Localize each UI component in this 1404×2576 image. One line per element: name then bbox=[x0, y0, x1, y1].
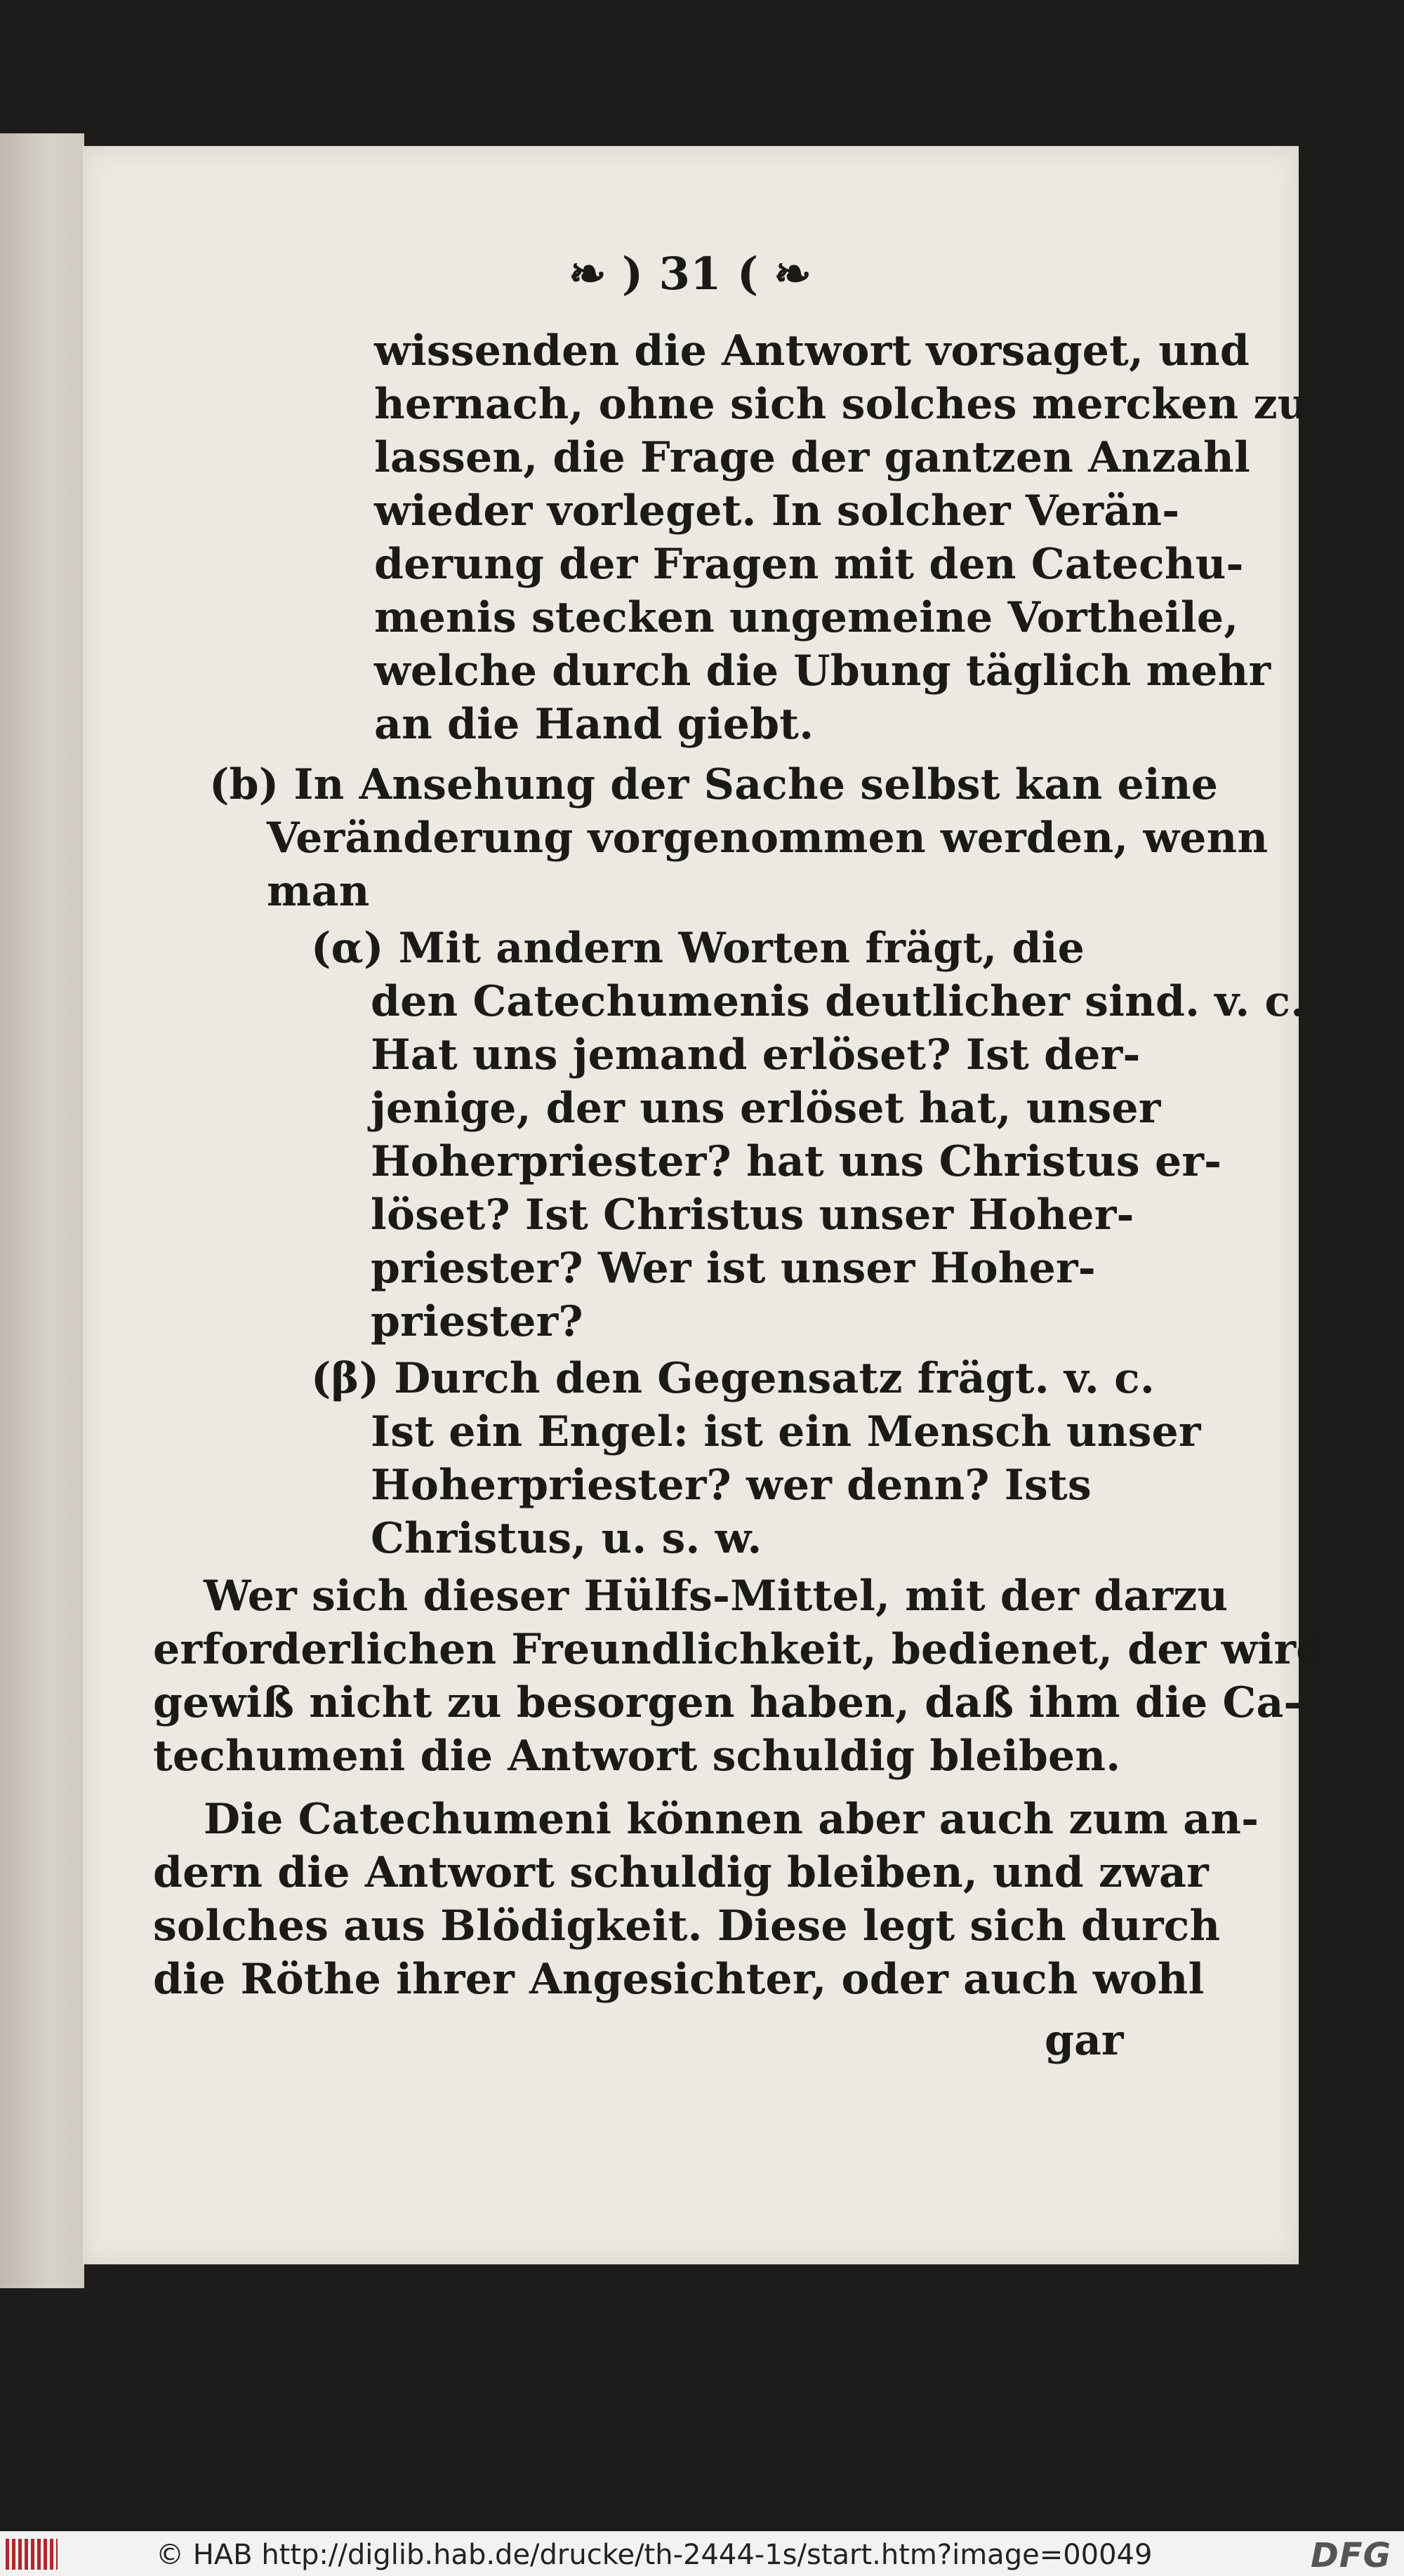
text-line: löset? Ist Christus unser Hoher- bbox=[371, 1190, 1134, 1240]
text-line: welche durch die Ubung täglich mehr bbox=[374, 646, 1271, 696]
text-line: an die Hand giebt. bbox=[374, 700, 814, 749]
text-line: priester? Wer ist unser Hoher- bbox=[371, 1244, 1096, 1293]
text-line: wissenden die Antwort vorsaget, und bbox=[374, 326, 1250, 376]
text-line: Die Catechumeni können aber auch zum an- bbox=[204, 1795, 1259, 1844]
text-line: lassen, die Frage der gantzen Anzahl bbox=[374, 433, 1250, 482]
page-text bbox=[83, 146, 1326, 2264]
text-line: man bbox=[267, 867, 370, 916]
catchword: gar bbox=[1045, 2016, 1124, 2065]
text-line: erforderlichen Freundlichkeit, bedienet, der wird bbox=[153, 1625, 1326, 1674]
library-logo-icon bbox=[6, 2539, 58, 2570]
text-line: menis stecken ungemeine Vortheile, bbox=[374, 593, 1239, 642]
text-line: gewiß nicht zu besorgen haben, daß ihm die Ca- bbox=[153, 1678, 1302, 1727]
text-line: solches aus Blödigkeit. Diese legt sich durch bbox=[153, 1901, 1221, 1951]
text-line: Christus, u. s. w. bbox=[371, 1514, 762, 1563]
text-line: wieder vorleget. In solcher Verän- bbox=[374, 486, 1180, 536]
text-line: Hat uns jemand erlöset? Ist der- bbox=[371, 1030, 1141, 1080]
text-line: die Röthe ihrer Angesichter, oder auch wohl bbox=[153, 1955, 1205, 2004]
text-line: derung der Fragen mit den Catechu- bbox=[374, 540, 1244, 589]
page-header: ❧ ) 31 ( ❧ bbox=[569, 248, 812, 300]
text-line: den Catechumenis deutlicher sind. v. c. bbox=[371, 977, 1306, 1026]
footer-copyright-link[interactable]: © HAB http://diglib.hab.de/drucke/th-2444-1s/start.htm?image=00049 bbox=[156, 2539, 1153, 2571]
text-line: priester? bbox=[371, 1297, 583, 1346]
text-line: hernach, ohne sich solches mercken zu bbox=[374, 380, 1309, 429]
dfg-logo: DFG bbox=[1310, 2536, 1391, 2575]
text-line: Hoherpriester? wer denn? Ists bbox=[371, 1461, 1092, 1510]
text-line: Veränderung vorgenommen werden, wenn bbox=[267, 814, 1269, 863]
text-line: Hoherpriester? hat uns Christus er- bbox=[371, 1137, 1222, 1186]
text-line: (β) Durch den Gegensatz frägt. v. c. bbox=[311, 1354, 1155, 1403]
text-line: dern die Antwort schuldig bleiben, und zwar bbox=[153, 1848, 1209, 1897]
text-line: jenige, der uns erlöset hat, unser bbox=[371, 1084, 1161, 1133]
book-page bbox=[83, 146, 1326, 2264]
text-line: (α) Mit andern Worten frägt, die bbox=[311, 924, 1085, 973]
adjacent-page-edge bbox=[0, 133, 84, 2288]
footer-bar bbox=[0, 2531, 1404, 2576]
text-line: (b) In Ansehung der Sache selbst kan eine bbox=[209, 760, 1219, 809]
text-line: Ist ein Engel: ist ein Mensch unser bbox=[371, 1407, 1201, 1456]
text-line: techumeni die Antwort schuldig bleiben. bbox=[153, 1732, 1121, 1781]
text-line: Wer sich dieser Hülfs-Mittel, mit der darzu bbox=[204, 1572, 1228, 1621]
